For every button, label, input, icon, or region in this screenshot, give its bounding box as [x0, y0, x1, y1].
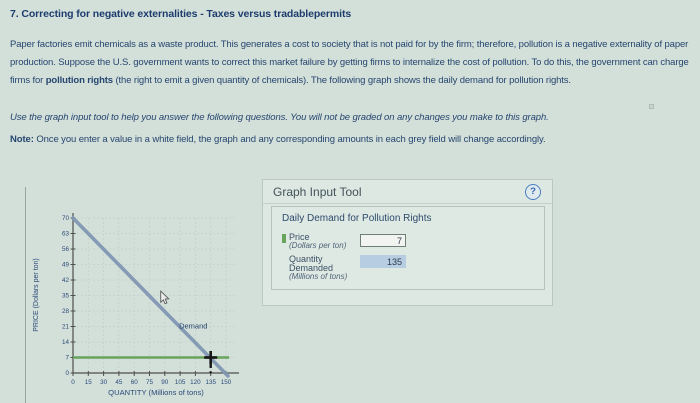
note-body: Once you enter a value in a white field, the graph and any corresponding amounts in each grey field will change accordingly.: [33, 134, 546, 145]
x-tick-label: 0: [71, 379, 75, 386]
card-title: Daily Demand for Pollution Rights: [282, 213, 432, 224]
y-tick-label: 35: [61, 292, 69, 300]
x-tick-label: 75: [145, 379, 154, 386]
note-text: [10, 134, 698, 145]
demand-input-card: [271, 206, 545, 290]
mouse-cursor-icon: [161, 291, 169, 304]
x-tick-label: 120: [190, 379, 201, 386]
quantity-label-line2: Demanded: [289, 263, 334, 273]
demand-label: Demand: [179, 321, 208, 331]
x-tick-label: 135: [205, 379, 216, 386]
paragraph-text-1: Paper factories emit chemicals as a waste product. This generates a cost to society that is not paid for by the firm; therefore, pollution is a negative externality of paper production. Suppose the U.S. government wants to correct this market failure by getting firms to internalize the cost of pollution. To do this, the government can charge firms for: [10, 39, 689, 86]
y-tick-label: 56: [61, 246, 69, 254]
question-title: 7. Correcting for negative externalities - Taxes versus tradablepermits: [10, 8, 352, 20]
x-tick-label: 150: [220, 379, 232, 386]
x-tick-label: 30: [100, 379, 108, 386]
question-paragraph: [10, 36, 698, 90]
y-tick-label: 42: [61, 277, 69, 285]
demand-line[interactable]: [73, 218, 228, 376]
y-tick-label: 28: [61, 308, 69, 316]
help-icon[interactable]: ?: [525, 184, 541, 200]
x-tick-label: 90: [161, 379, 169, 386]
graph-panel: [25, 187, 264, 403]
y-tick-label: 14: [61, 339, 69, 347]
axes: [73, 213, 239, 373]
x-tick-label: 15: [84, 379, 92, 386]
pollution-rights-demand-graph[interactable]: [26, 187, 264, 403]
quantity-unit-label: (Millions of tons): [289, 272, 348, 281]
paragraph-bold-term: pollution rights: [45, 75, 113, 86]
y-tick-label: 7: [65, 354, 69, 362]
graph-input-tool-header: [263, 180, 552, 204]
y-tick-label: 49: [61, 261, 69, 269]
y-tick-label: 63: [61, 230, 69, 238]
x-tick-label: 60: [130, 379, 138, 386]
graph-input-tool-title: Graph Input Tool: [273, 185, 362, 199]
instructions-text: Use the graph input tool to help you answer the following questions. You will not be graded on any changes you make to this graph.: [10, 112, 549, 123]
y-tick-label: 70: [61, 215, 69, 223]
y-axis-label: PRICE (Dollars per ton): [33, 258, 40, 332]
price-unit-label: (Dollars per ton): [289, 241, 347, 250]
y-tick-label: 0: [65, 370, 69, 378]
x-tick-label: 45: [115, 379, 123, 386]
x-axis-label: QUANTITY (Millions of tons): [108, 388, 204, 397]
x-tick-label: 105: [174, 379, 186, 386]
quantity-demanded-field: [360, 255, 406, 268]
graph-input-tool-panel: [262, 179, 553, 306]
paragraph-text-2: (the right to emit a given quantity of chemicals). The following graph shows the daily demand for pollution rights.: [112, 75, 571, 86]
y-tick-label: 21: [61, 323, 69, 331]
ui-artifact-dot: [649, 104, 654, 109]
price-input[interactable]: [360, 234, 406, 247]
price-line-legend-swatch: [282, 234, 286, 243]
price-label: Price: [289, 232, 310, 242]
quantity-label-line1: Quantity: [289, 254, 323, 264]
note-label: Note:: [10, 134, 34, 145]
